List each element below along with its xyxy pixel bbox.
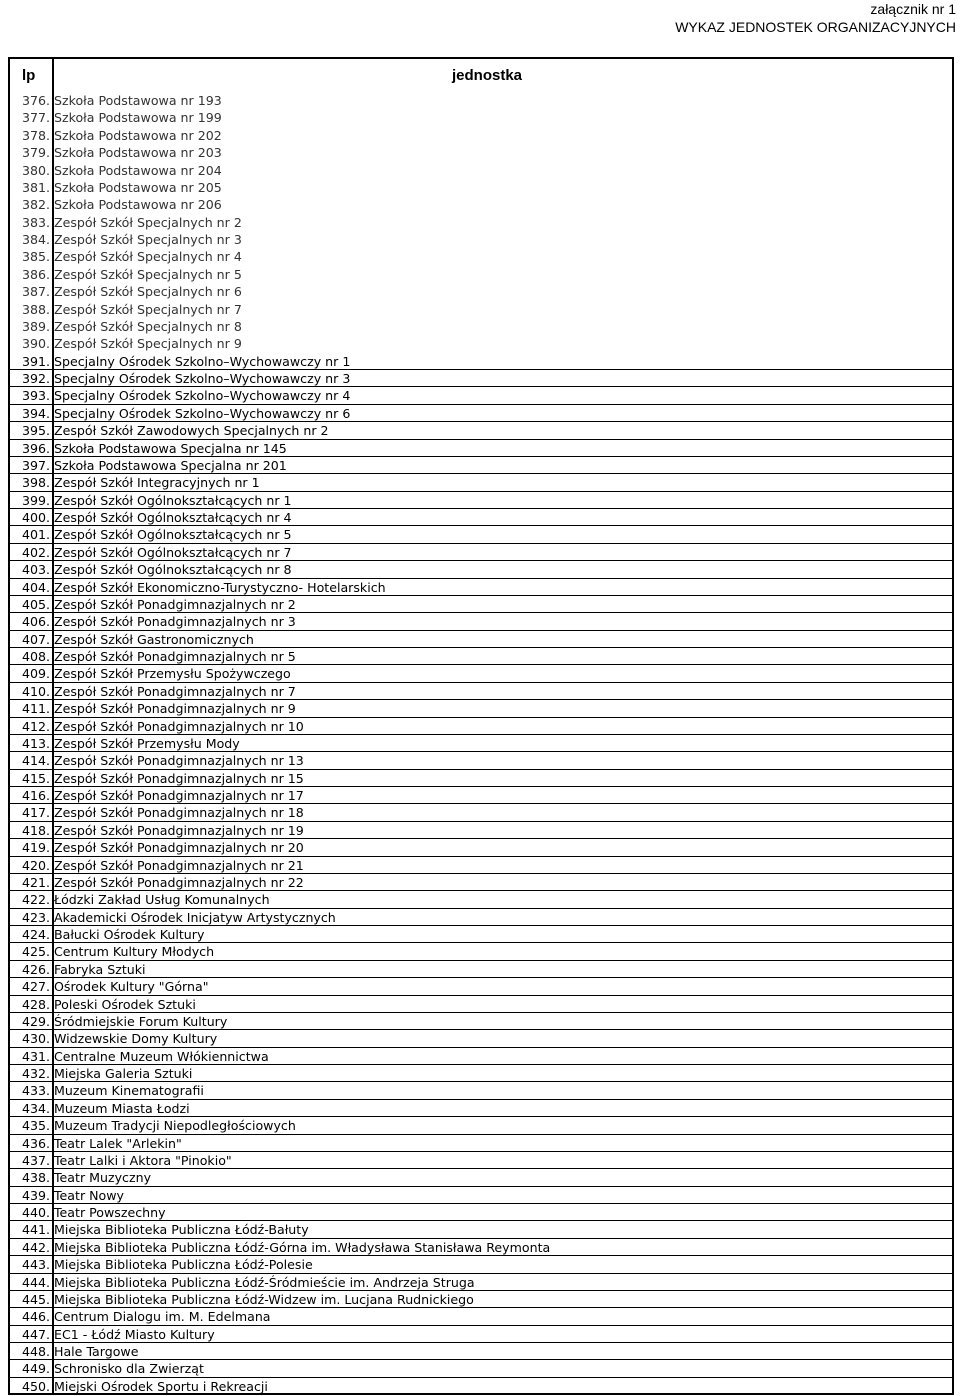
table-row (8, 943, 954, 960)
table-row (8, 231, 954, 248)
unit-name: Zespół Szkół Ponadgimnazjalnych nr 7 (54, 683, 296, 699)
unit-name: Zespół Szkół Przemysłu Mody (54, 735, 240, 751)
unit-name: Teatr Lalek "Arlekin" (54, 1135, 182, 1151)
unit-name: Zespół Szkół Specjalnych nr 9 (54, 336, 242, 352)
table-row (8, 405, 954, 422)
unit-name: Miejska Galeria Sztuki (54, 1066, 193, 1081)
row-number: 384. (21, 232, 50, 247)
row-number: 385. (21, 249, 50, 265)
row-number: 394. (21, 405, 50, 421)
table-row (8, 648, 954, 665)
table-row (8, 1274, 954, 1291)
table-row (8, 387, 954, 404)
row-number: 443. (21, 1257, 50, 1273)
unit-name: Zespół Szkół Ponadgimnazjalnych nr 17 (54, 788, 304, 803)
attachment-label: załącznik nr 1 (870, 1, 956, 17)
table-row (8, 839, 954, 856)
table-row (8, 1239, 954, 1256)
unit-name: EC1 - Łódź Miasto Kultury (54, 1326, 215, 1342)
table-row (8, 787, 954, 804)
row-number: 398. (21, 475, 50, 491)
unit-name: Specjalny Ośrodek Szkolno–Wychowawczy nr 6 (54, 405, 351, 421)
row-number: 407. (21, 631, 50, 647)
table-row (8, 214, 954, 231)
row-number: 386. (21, 266, 50, 282)
unit-name: Miejska Biblioteka Publiczna Łódź-Śródmieście im. Andrzeja Struga (54, 1274, 475, 1290)
row-number: 424. (21, 927, 50, 942)
unit-name: Muzeum Miasta Łodzi (54, 1100, 190, 1116)
row-number: 449. (21, 1361, 50, 1377)
unit-name: Zespół Szkół Specjalnych nr 8 (54, 318, 242, 334)
unit-name: Zespół Szkół Specjalnych nr 2 (54, 214, 242, 230)
unit-name: Specjalny Ośrodek Szkolno–Wychowawczy nr 1 (54, 353, 351, 369)
table-row (8, 996, 954, 1013)
unit-name: Zespół Szkół Ponadgimnazjalnych nr 15 (54, 770, 304, 786)
row-number: 425. (21, 944, 50, 960)
row-number: 418. (21, 822, 50, 838)
unit-name: Zespół Szkół Gastronomicznych (54, 631, 254, 647)
unit-name: Teatr Powszechny (54, 1205, 166, 1220)
table-row (8, 1065, 954, 1082)
row-number: 442. (21, 1239, 50, 1255)
row-number: 421. (21, 874, 50, 890)
table-row (8, 596, 954, 613)
column-header-lp: lp (22, 67, 36, 84)
row-number: 433. (21, 1083, 50, 1099)
unit-name: Zespół Szkół Ponadgimnazjalnych nr 18 (54, 805, 304, 821)
unit-name: Szkoła Podstawowa Specjalna nr 201 (54, 457, 287, 473)
table-row (8, 1221, 954, 1238)
table-row (8, 1343, 954, 1360)
row-number: 414. (21, 753, 50, 769)
table-row (8, 266, 954, 283)
unit-name: Zespół Szkół Specjalnych nr 6 (54, 284, 242, 300)
table-row (8, 509, 954, 526)
unit-name: Specjalny Ośrodek Szkolno–Wychowawczy nr 3 (54, 371, 351, 386)
unit-name: Muzeum Tradycji Niepodległościowych (54, 1118, 296, 1134)
row-number: 426. (21, 961, 50, 977)
row-number: 408. (21, 649, 50, 664)
table-row (8, 961, 954, 978)
row-number: 397. (21, 457, 50, 473)
unit-name: Zespół Szkół Przemysłu Spożywczego (54, 666, 291, 682)
row-number: 399. (21, 492, 50, 508)
table-row (8, 370, 954, 387)
row-number: 379. (21, 145, 50, 161)
unit-name: Miejska Biblioteka Publiczna Łódź-Bałuty (54, 1222, 309, 1238)
table-row (8, 1291, 954, 1308)
table-row (8, 822, 954, 839)
unit-name: Schronisko dla Zwierząt (54, 1361, 204, 1377)
unit-name: Łódzki Zakład Usług Komunalnych (54, 892, 270, 908)
row-number: 438. (21, 1170, 50, 1186)
unit-name: Teatr Nowy (54, 1187, 125, 1203)
row-number: 420. (21, 857, 50, 873)
table-row (8, 422, 954, 439)
row-number: 419. (21, 840, 50, 856)
row-number: 390. (21, 336, 50, 352)
unit-name: Poleski Ośrodek Sztuki (54, 996, 196, 1012)
row-number: 406. (21, 614, 50, 630)
row-number: 450. (21, 1378, 50, 1394)
table-row (8, 700, 954, 717)
row-number: 403. (21, 562, 50, 578)
row-number: 376. (21, 93, 50, 108)
row-number: 417. (21, 805, 50, 821)
unit-name: Centralne Muzeum Włókiennictwa (54, 1048, 269, 1064)
unit-name: Muzeum Kinematografii (54, 1083, 204, 1099)
unit-name: Miejski Ośrodek Sportu i Rekreacji (54, 1378, 268, 1394)
table-row (8, 335, 954, 352)
table-row (8, 127, 954, 144)
unit-name: Zespół Szkół Ponadgimnazjalnych nr 20 (54, 840, 304, 856)
table-row (8, 770, 954, 787)
table-row (8, 1082, 954, 1099)
unit-name: Miejska Biblioteka Publiczna Łódź-Górna im. Władysława Stanisława Reymonta (54, 1239, 551, 1255)
table-row (8, 353, 954, 370)
row-number: 427. (21, 979, 50, 995)
table-row (8, 1048, 954, 1065)
row-number: 410. (21, 683, 50, 699)
table-row (8, 492, 954, 509)
table-row (8, 179, 954, 196)
table-row (8, 109, 954, 126)
unit-name: Szkoła Podstawowa nr 204 (54, 162, 222, 178)
row-number: 432. (21, 1066, 50, 1081)
unit-name: Zespół Szkół Ogólnokształcących nr 7 (54, 544, 292, 560)
unit-name: Szkoła Podstawowa nr 206 (54, 197, 222, 213)
unit-name: Specjalny Ośrodek Szkolno–Wychowawczy nr 4 (54, 388, 351, 404)
unit-name: Hale Targowe (54, 1344, 139, 1359)
table-row (8, 891, 954, 908)
table-row (8, 318, 954, 335)
row-number: 395. (21, 423, 50, 439)
table-row (8, 1360, 954, 1377)
table-row (8, 301, 954, 318)
unit-name: Zespół Szkół Ponadgimnazjalnych nr 9 (54, 701, 296, 717)
table-row (8, 1326, 954, 1343)
row-number: 437. (21, 1152, 50, 1168)
table-row (8, 978, 954, 995)
row-number: 439. (21, 1187, 50, 1203)
unit-name: Teatr Lalki i Aktora "Pinokio" (54, 1152, 232, 1168)
row-number: 431. (21, 1048, 50, 1064)
row-number: 393. (21, 388, 50, 404)
row-number: 423. (21, 909, 50, 925)
row-number: 388. (21, 301, 50, 317)
table-row (8, 909, 954, 926)
table-row (8, 683, 954, 700)
row-number: 409. (21, 666, 50, 682)
unit-name: Widzewskie Domy Kultury (54, 1031, 218, 1047)
row-number: 382. (21, 197, 50, 213)
row-number: 380. (21, 162, 50, 178)
table-row (8, 1152, 954, 1169)
row-number: 436. (21, 1135, 50, 1151)
table-row (8, 613, 954, 630)
row-number: 392. (21, 371, 50, 386)
row-number: 428. (21, 996, 50, 1012)
table-row (8, 804, 954, 821)
unit-name: Śródmiejskie Forum Kultury (54, 1013, 228, 1029)
row-number: 445. (21, 1291, 50, 1307)
unit-name: Zespół Szkół Ponadgimnazjalnych nr 21 (54, 857, 304, 873)
row-number: 435. (21, 1118, 50, 1134)
table-row (8, 144, 954, 161)
unit-name: Zespół Szkół Ogólnokształcących nr 8 (54, 562, 292, 578)
unit-name: Zespół Szkół Specjalnych nr 3 (54, 232, 242, 247)
row-number: 413. (21, 735, 50, 751)
unit-name: Zespół Szkół Ponadgimnazjalnych nr 10 (54, 718, 304, 734)
table-row (8, 248, 954, 265)
row-number: 404. (21, 579, 50, 595)
unit-name: Zespół Szkół Zawodowych Specjalnych nr 2 (54, 423, 329, 439)
table-row (8, 1117, 954, 1134)
table-header (8, 57, 954, 92)
row-number: 401. (21, 527, 50, 543)
unit-name: Zespół Szkół Ponadgimnazjalnych nr 22 (54, 874, 304, 890)
unit-name: Zespół Szkół Ogólnokształcących nr 4 (54, 510, 292, 525)
unit-name: Zespół Szkół Ponadgimnazjalnych nr 19 (54, 822, 304, 838)
row-number: 448. (21, 1344, 50, 1359)
unit-name: Zespół Szkół Integracyjnych nr 1 (54, 475, 260, 491)
table-row (8, 283, 954, 300)
row-number: 411. (21, 701, 50, 717)
row-number: 444. (21, 1274, 50, 1290)
column-header-unit: jednostka (452, 67, 523, 84)
row-number: 446. (21, 1309, 50, 1325)
unit-name: Ośrodek Kultury "Górna" (54, 979, 209, 995)
unit-name: Szkoła Podstawowa nr 203 (54, 145, 222, 161)
unit-name: Bałucki Ośrodek Kultury (54, 927, 205, 942)
unit-name: Zespół Szkół Ogólnokształcących nr 5 (54, 527, 292, 543)
table-row (8, 665, 954, 682)
unit-name: Szkoła Podstawowa Specjalna nr 145 (54, 440, 287, 456)
unit-name: Teatr Muzyczny (54, 1170, 152, 1186)
unit-name: Zespół Szkół Specjalnych nr 4 (54, 249, 242, 265)
table-row (8, 457, 954, 474)
document-title: WYKAZ JEDNOSTEK ORGANIZACYJNYCH (675, 19, 956, 35)
table-row (8, 1169, 954, 1186)
table-row (8, 1187, 954, 1204)
row-number: 429. (21, 1013, 50, 1029)
row-number: 447. (21, 1326, 50, 1342)
table-body (8, 92, 954, 1395)
unit-name: Centrum Kultury Młodych (54, 944, 215, 960)
table-row (8, 196, 954, 213)
unit-name: Fabryka Sztuki (54, 961, 146, 977)
unit-name: Szkoła Podstawowa nr 205 (54, 179, 222, 195)
unit-name: Szkoła Podstawowa nr 193 (54, 93, 222, 108)
row-number: 377. (21, 110, 50, 126)
table-row (8, 857, 954, 874)
table-row (8, 1378, 954, 1395)
table-row (8, 1308, 954, 1325)
row-number: 430. (21, 1031, 50, 1047)
unit-name: Zespół Szkół Ponadgimnazjalnych nr 3 (54, 614, 296, 630)
document-header (675, 0, 956, 36)
row-number: 402. (21, 544, 50, 560)
table-row (8, 474, 954, 491)
unit-name: Zespół Szkół Ponadgimnazjalnych nr 5 (54, 649, 296, 664)
unit-name: Miejska Biblioteka Publiczna Łódź-Widzew im. Lucjana Rudnickiego (54, 1291, 474, 1307)
unit-name: Zespół Szkół Ekonomiczno-Turystyczno- Hotelarskich (54, 579, 386, 595)
table-row (8, 561, 954, 578)
table-row (8, 631, 954, 648)
row-number: 412. (21, 718, 50, 734)
row-number: 405. (21, 596, 50, 612)
unit-name: Szkoła Podstawowa nr 202 (54, 127, 222, 143)
table-row (8, 926, 954, 943)
table-row (8, 579, 954, 596)
row-number: 415. (21, 770, 50, 786)
row-number: 422. (21, 892, 50, 908)
unit-name: Miejska Biblioteka Publiczna Łódź-Polesie (54, 1257, 313, 1273)
row-number: 381. (21, 179, 50, 195)
table-row (8, 718, 954, 735)
table-row (8, 544, 954, 561)
row-number: 391. (21, 353, 50, 369)
unit-name: Akademicki Ośrodek Inicjatyw Artystycznych (54, 909, 336, 925)
row-number: 383. (21, 214, 50, 230)
unit-name: Zespół Szkół Ponadgimnazjalnych nr 13 (54, 753, 304, 769)
row-number: 389. (21, 318, 50, 334)
table-row (8, 162, 954, 179)
unit-name: Szkoła Podstawowa nr 199 (54, 110, 222, 126)
table-row (8, 440, 954, 457)
table-row (8, 752, 954, 769)
unit-name: Zespół Szkół Ponadgimnazjalnych nr 2 (54, 596, 296, 612)
table-row (8, 1135, 954, 1152)
table-row (8, 1204, 954, 1221)
table-row (8, 1100, 954, 1117)
row-number: 416. (21, 788, 50, 803)
row-number: 441. (21, 1222, 50, 1238)
row-number: 378. (21, 127, 50, 143)
table-row (8, 526, 954, 543)
table-row (8, 92, 954, 109)
unit-name: Zespół Szkół Specjalnych nr 5 (54, 266, 242, 282)
row-number: 440. (21, 1205, 50, 1220)
table-row (8, 735, 954, 752)
table-row (8, 874, 954, 891)
row-number: 434. (21, 1100, 50, 1116)
unit-name: Zespół Szkół Specjalnych nr 7 (54, 301, 242, 317)
table-row (8, 1256, 954, 1273)
row-number: 400. (21, 510, 50, 525)
row-number: 387. (21, 284, 50, 300)
table-row (8, 1013, 954, 1030)
table-row (8, 1030, 954, 1047)
unit-name: Centrum Dialogu im. M. Edelmana (54, 1309, 271, 1325)
unit-name: Zespół Szkół Ogólnokształcących nr 1 (54, 492, 292, 508)
row-number: 396. (21, 440, 50, 456)
